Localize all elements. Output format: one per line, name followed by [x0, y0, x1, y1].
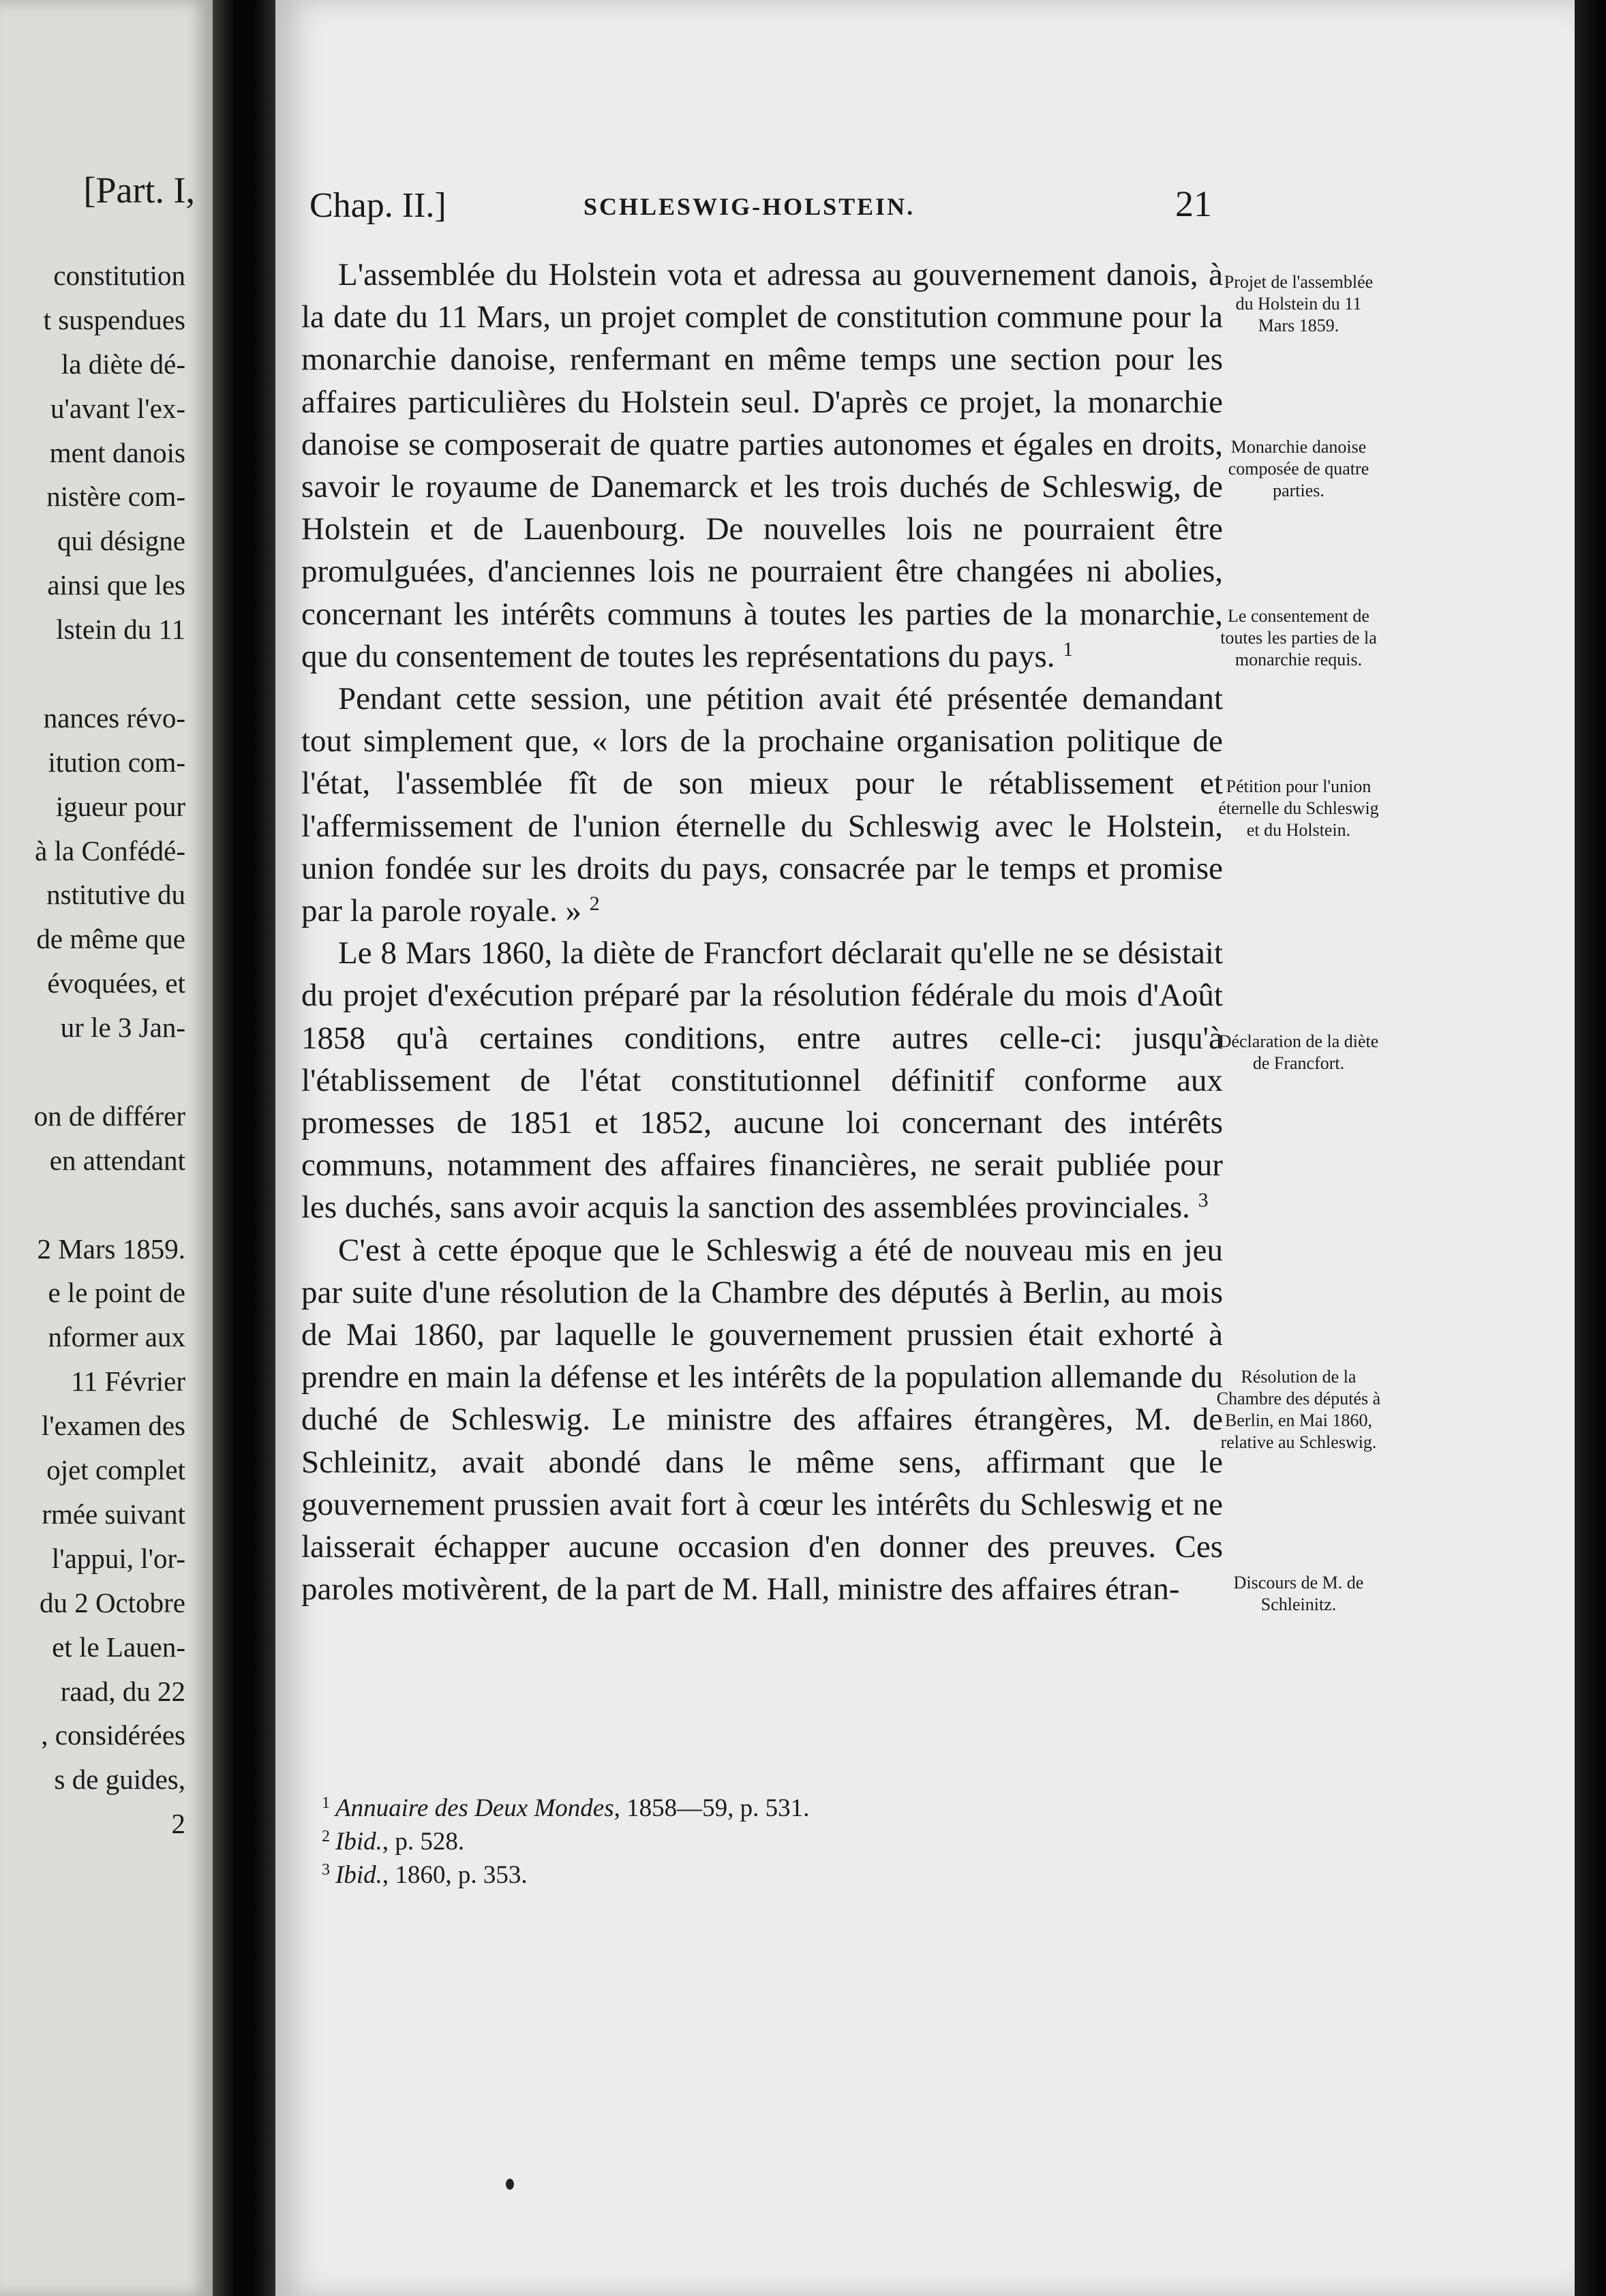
facing-page-line: ment danois	[49, 436, 185, 468]
paragraph: Le 8 Mars 1860, la diète de Francfort déclarait qu'elle ne se désistait du projet d'exécution préparé par la résolution fédérale du mois d'Août 1858 qu'à certaines conditions, entre autres celle-ci: jusqu'à l'établissement de l'état constitutionnel définitif conforme aux promesses de 1851 et 1852, aucune loi concernant des intérêts communs, notamment des affaires financières, ne serait publiée pour les duchés, sans avoir acquis la sanction des assemblées provinciales. $^3$	[301, 935, 1223, 1226]
facing-page-line: l'appui, l'or-	[51, 1542, 185, 1574]
facing-page-line: nistère com-	[46, 481, 185, 513]
facing-page-line: du 2 Octobre	[39, 1586, 185, 1618]
facing-page-line: l'examen des	[41, 1410, 185, 1442]
facing-page-line	[0, 1183, 185, 1227]
facing-page-line: de même que	[36, 923, 185, 955]
facing-page-line: la diète dé-	[61, 348, 185, 380]
footnote-ref: 1	[1063, 637, 1074, 661]
facing-page-line: e le point de	[48, 1277, 185, 1309]
facing-page-line	[0, 1050, 185, 1094]
footnote-ref: 3	[1198, 1189, 1209, 1212]
facing-page	[0, 0, 213, 2296]
margin-note: Pétition pour l'union éternelle du Schleswig et du Holstein.	[1218, 776, 1379, 840]
facing-page-line: on de différer	[33, 1100, 185, 1132]
margin-note: Projet de l'assemblée du Holstein du 11 Mars 1859.	[1224, 272, 1374, 335]
facing-page-line: s de guides,	[54, 1764, 185, 1796]
ink-speck	[506, 2179, 514, 2190]
facing-page-line: à la Confédé-	[35, 834, 185, 866]
margin-note: Résolution de la Chambre des députés à Berlin, en Mai 1860, relative au Schleswig.	[1216, 1367, 1381, 1452]
facing-page-line: , considérées	[41, 1719, 185, 1751]
footnote-ref: 2	[589, 892, 600, 916]
paragraph: Pendant cette session, une pétition avait été présentée demandant tout simplement que, « lors de la prochaine organisation politique de l'état, l'assemblée fît de son mieux pour le rétablissement et l'affermissement de l'union éternelle du Schleswig avec le Holstein, union fondée sur les droits du pays, consacrée par le temps et promise par la parole royale. » $^2$	[301, 681, 1223, 929]
facing-page-line: rmée suivant	[42, 1498, 185, 1530]
facing-page-line: raad, du 22	[60, 1675, 185, 1707]
footnotes	[322, 1792, 1208, 1892]
facing-page-line: 2	[171, 1808, 185, 1840]
paragraph: L'assemblée du Holstein vota et adressa au gouvernement danois, à la date du 11 Mars, un projet complet de constitution commune pour la monarchie danoise, renfermant en même temps une section pour les affaires particulières du Holstein seul. D'après ce projet, la monarchie danoise se composerait de quatre parties autonomes et égales en droits, savoir le royaume de Danemarck et les trois duchés de Schleswig, de Holstein et de Lauenbourg. De nouvelles lois ne pourraient être promulguées, d'anciennes lois ne pourraient être changées ni abolies, concernant les intérêts communs à toutes les parties de la monarchie, que du consentement de toutes les représentations du pays. $^1$	[301, 257, 1223, 674]
facing-page-line: lstein du 11	[56, 614, 185, 646]
facing-page-line: ojet complet	[46, 1454, 185, 1486]
facing-page-line: igueur pour	[55, 790, 185, 822]
facing-page-line: 2 Mars 1859.	[37, 1233, 185, 1265]
page-number: 21	[1175, 183, 1212, 224]
facing-page-line: u'avant l'ex-	[50, 392, 185, 424]
margin-note: Le consentement de toutes les parties de la monarchie requis.	[1220, 606, 1377, 669]
footnote: $^1$ Annuaire des Deux Mondes, 1858—59, p. 531.	[322, 1794, 810, 1822]
facing-page-line: nances révo-	[43, 701, 185, 734]
margin-note: Déclaration de la diète de Francfort.	[1218, 1031, 1379, 1073]
paragraph: C'est à cette époque que le Schleswig a été de nouveau mis en jeu par suite d'une résolution de la Chambre des députés à Berlin, au mois de Mai 1860, par laquelle le gouvernement prussien était exhorté à prendre en main la défense et les intérêts de la population allemande du duché de Schleswig. Le ministre des affaires étrangères, M. de Schleinitz, avait abondé dans le même sens, affirmant que le gouvernement prussien avait fort à cœur les intérêts du Schleswig et ne laisserait échapper aucune occasion d'en donner des preuves. Ces paroles motivèrent, de la part de M. Hall, ministre des affaires étran-	[301, 1232, 1223, 1607]
body-text	[301, 254, 1223, 1611]
facing-page-line: évoquées, et	[47, 967, 185, 999]
facing-page-line: 11 Février	[70, 1365, 185, 1398]
facing-page-line: ur le 3 Jan-	[60, 1012, 185, 1044]
facing-page-line: en attendant	[49, 1144, 185, 1176]
footnote: $^2$ Ibid., p. 528.	[322, 1828, 465, 1856]
facing-page-text	[0, 254, 185, 1846]
margin-note: Discours de M. de Schleinitz.	[1233, 1573, 1364, 1614]
facing-page-line: itution com-	[48, 746, 185, 778]
running-header-chapter: Chap. II.]	[309, 186, 446, 225]
facing-page-line: constitution	[53, 260, 185, 291]
running-header-title: SCHLESWIG-HOLSTEIN.	[584, 193, 915, 220]
footnote: $^3$ Ibid., 1860, p. 353.	[322, 1861, 528, 1889]
margin-note: Monarchie danoise composée de quatre parties.	[1228, 437, 1369, 500]
facing-page-line: t suspendues	[43, 303, 185, 335]
facing-page-line: nstitutive du	[46, 879, 185, 911]
facing-page-line: et le Lauen-	[52, 1631, 185, 1663]
facing-page-line: ainsi que les	[47, 569, 185, 601]
book-gutter	[213, 0, 275, 2296]
facing-page-line	[0, 652, 185, 696]
facing-page-line: nformer aux	[48, 1321, 185, 1353]
facing-page-line: qui désigne	[57, 525, 185, 557]
facing-page-header: [Part. I,	[83, 170, 195, 211]
scan-edge	[1575, 0, 1606, 2296]
book-page	[275, 0, 1575, 2296]
